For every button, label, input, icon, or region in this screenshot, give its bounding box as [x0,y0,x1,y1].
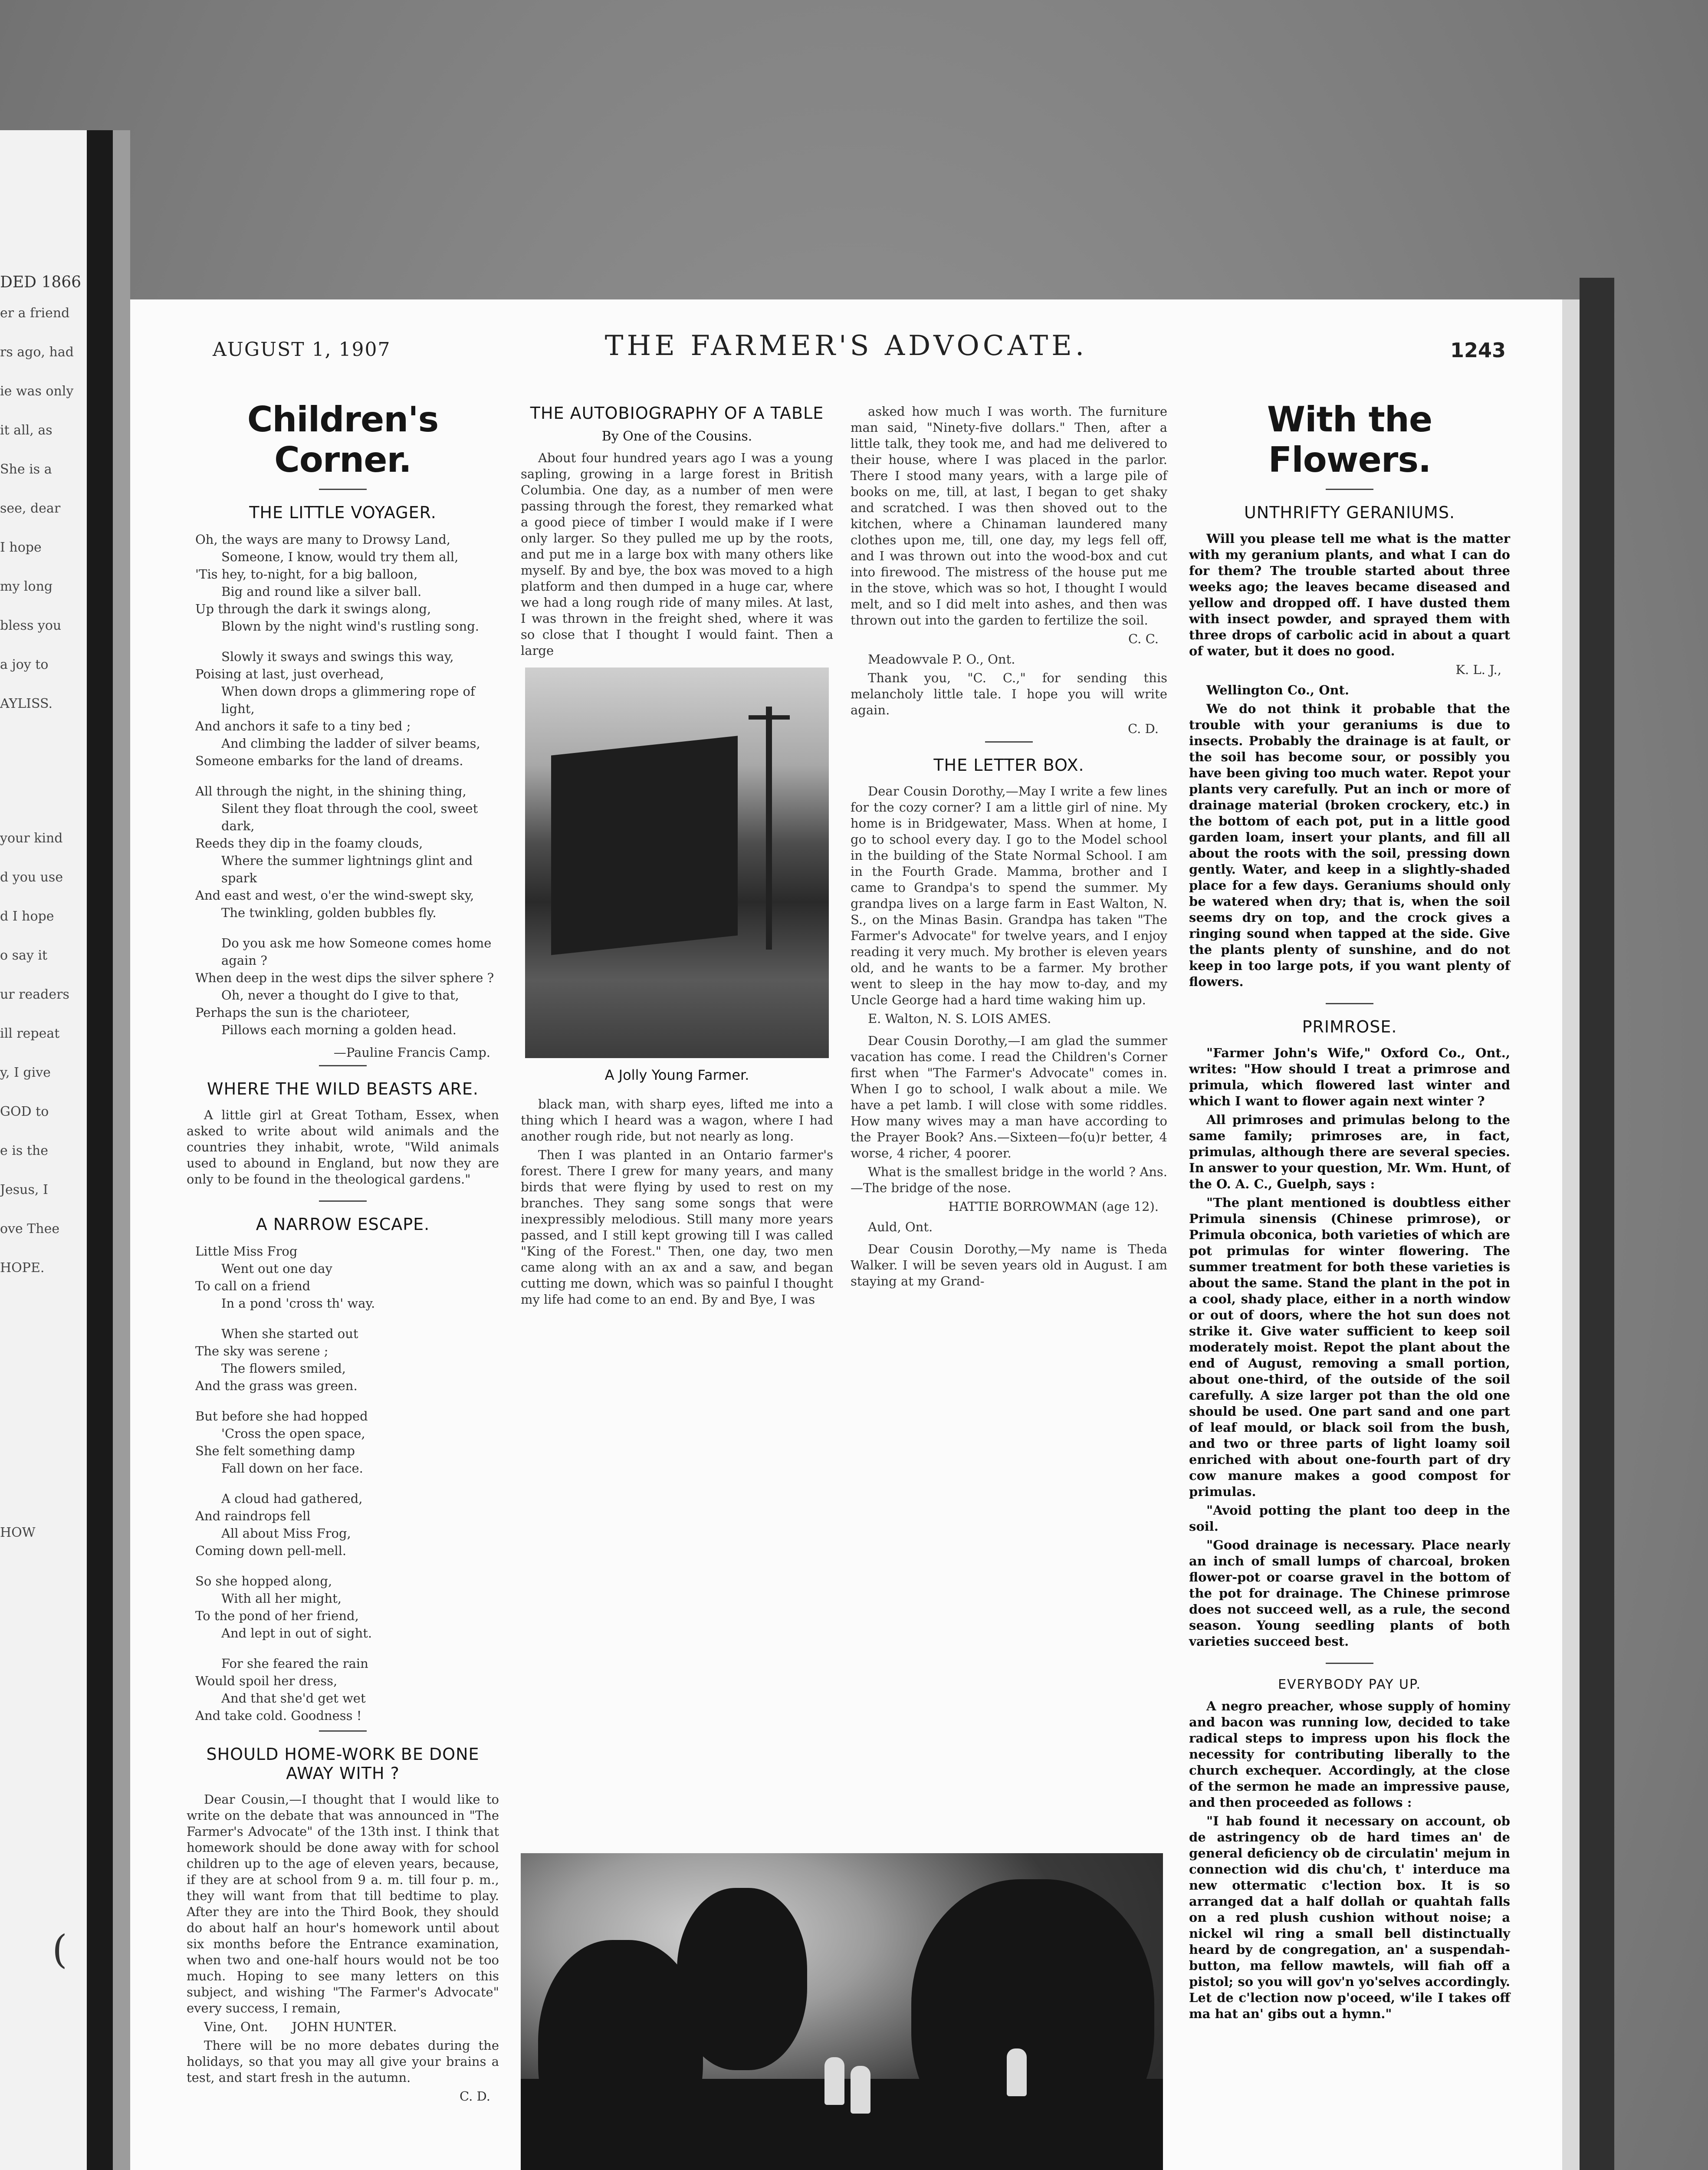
poem-line: And take cold. Goodness ! [195,1708,362,1723]
previous-page-fragment: rs ago, had [0,345,74,360]
poem-line: And that she'd get wet [221,1691,366,1706]
poem-line: A cloud had gathered, [221,1491,363,1506]
signature-name: JOHN HUNTER. [292,2019,397,2034]
gutter-gap [113,130,130,2170]
poem-line: The flowers smiled, [221,1361,346,1376]
previous-page-fragment: your kind [0,831,63,846]
figure-shape [1007,2048,1027,2096]
previous-page-fragment: see, dear [0,501,61,516]
article-title-wild-beasts: WHERE THE WILD BEASTS ARE. [207,1079,479,1098]
poem-line: And lept in out of sight. [221,1626,372,1641]
binding-clip-mark: ( [52,1927,68,1973]
article-title-geraniums: UNTHRIFTY GERANIUMS. [1244,503,1455,522]
column-flowers [1189,386,1510,2025]
poem-line: Slowly it sways and swings this way, [221,649,454,664]
poem-line: She felt something damp [195,1443,355,1458]
poem-line: Reeds they dip in the foamy clouds, [195,836,423,851]
answer: All primroses and primulas belong to the same family; primroses are, in fact, primulas, although there are several species. In answer to your question, Mr. Wm. Hunt, of the O. A. C., Guelph, says : [1189,1112,1510,1191]
poem-line: But before she had hopped [195,1409,368,1424]
poem-author: —Pauline Francis Camp. [333,1045,490,1060]
column-autobiography [521,386,833,1310]
divider [1326,489,1373,490]
previous-page-fragment: ur readers [0,987,69,1002]
previous-page-fragment: d you use [0,870,63,885]
article-paragraph: Then I was planted in an Ontario farmer's forest. There I grew for many years, and many birds that were flying by used to rest on my branches. They sang some songs that were inexpressibly melodious. Still many more years passed, and I still kept growing till I was called "King of the Forest." Then, one day, two men came along with an ax and a saw, and began cutting me down, which was so painful I thought my life had come to an end. By and Bye, I was [521,1147,833,1307]
column-letter-box [851,386,1167,1292]
previous-page-fragment: e is the [0,1143,48,1158]
poem-line [195,1312,499,1325]
poem-line: Pillows each morning a golden head. [221,1023,457,1037]
article-title-homework: SHOULD HOME-WORK BE DONE AWAY WITH ? [206,1745,480,1783]
previous-page-fragment: She is a [0,462,52,477]
previous-page-fragment: ove Thee [0,1221,60,1236]
answer: We do not think it probable that the trouble with your geraniums is due to insects. Probably the drainage is at fault, or the soil has become sour, or possibly you have been giving too much water. Repot your plants very carefully. Put an inch or more of drainage material (broken crockery, etc.) in the bottom of each pot, put in a little good garden loam, insert your plants, and fill all about the roots with the soil, pressing down gently. Water, and keep in a slightly-shaded place for a few days. Geraniums should only be watered when dry; that is, when the soil seems dry on top, and the crock gives a ringing sound when tapped at the side. Give the plants plenty of sunshine, and do not keep in too large pots, if you want plenty of flowers. [1189,701,1510,989]
section-title-childrens-corner: Children's Corner. [247,399,439,480]
poem-line: Went out one day [221,1261,332,1276]
question: "Farmer John's Wife," Oxford Co., Ont., writes: "How should I treat a primrose and primula, which flowered last winter and which I want to flower again next winter ? [1189,1046,1510,1108]
letter-place: Meadowvale P. O., Ont. [868,652,1015,667]
letter-signature: HATTIE BORROWMAN (age 12). [948,1199,1159,1214]
divider [1326,1663,1373,1664]
question-signature: K. L. J., [1455,662,1501,677]
poem-line: And anchors it safe to a tiny bed ; [195,719,411,733]
previous-page-fragment: ie was only [0,384,74,399]
newspaper-page [130,299,1562,2170]
article-byline: By One of the Cousins. [601,429,752,444]
poem-line: With all her might, [221,1591,342,1606]
column-childrens-corner [187,386,499,2109]
poem-line: Oh, the ways are many to Drowsy Land, [195,532,451,547]
poem-line: When deep in the west dips the silver sphere ? [195,970,494,985]
figure-shape [851,2066,870,2114]
previous-page-edge [0,130,87,2170]
issue-date: AUGUST 1, 1907 [213,339,391,361]
poem-little-voyager [195,531,499,1039]
poem-line: When down drops a glimmering rope of light, [221,684,475,716]
answer: "Good drainage is necessary. Place nearly an inch of small lumps of charcoal, broken flower-pot or coarse gravel in the bottom of the pot for drainage. The Chinese primrose does not succeed well, as a rule, the second season. Young seedling plants of both varieties succeed best. [1189,1538,1510,1649]
poem-line: Little Miss Frog [195,1244,298,1259]
letter: Dear Cousin Dorothy,—May I write a few lines for the cozy corner? I am a little girl of nine. My home is in Bridgewater, Mass. When at home, I go to school every day. I go to the Model school in the building of the State Normal School. I am in the Fourth Grade. Mamma, brother and I came to Grandpa's to spend the summer. My grandpa lives on a large farm in East Walton, N. S., on the Minas Basin. Grandpa has taken "The Farmer's Advocate" for twelve years, and I enjoy reading it very much. My brother is eleven years old, and he wants to be a farmer. My brother went to sleep in the hay mow to-day, and my Uncle George had a hard time waking him up. [851,784,1167,1007]
poem-line [195,1559,499,1572]
divider [319,1065,367,1066]
poem-line: When she started out [221,1326,358,1341]
previous-page-fragment: a joy to [0,657,49,672]
letter-signature: E. Walton, N. S. LOIS AMES. [868,1011,1051,1026]
previous-page-fragment: my long [0,579,53,594]
poem-line [195,635,499,648]
poem-line: 'Tis hey, to-night, for a big balloon, [195,567,418,582]
poem-line: Blown by the night wind's rustling song. [221,619,480,634]
previous-page-fragment: HOW [0,1525,36,1540]
poem-line: And raindrops fell [195,1509,311,1523]
article-paragraph: black man, with sharp eyes, lifted me into a thing which I heard was a wagon, where I had another rough ride, but not nearly as long. [521,1097,833,1144]
poem-line: Up through the dark it swings along, [195,602,431,616]
photo-caption: A Jolly Young Farmer. [604,1067,749,1083]
previous-page-fragment: Jesus, I [0,1182,48,1197]
divider [1326,1003,1373,1004]
photo-enjoying-holidays [521,1853,1163,2170]
poem-line: For she feared the rain [221,1656,368,1671]
answer: "Avoid potting the plant too deep in the soil. [1189,1503,1510,1534]
question: Will you please tell me what is the matter with my geranium plants, and what I can do for them? The trouble started about three weeks ago; the leaves became diseased and yellow and dropped off. I have dusted them with insect powder, and sprayed them with three drops of carbolic acid in about a quart of water, but it does no good. [1189,531,1510,658]
previous-page-fragment: GOD to [0,1104,49,1119]
poem-line: The twinkling, golden bubbles fly. [221,905,437,920]
poem-line: Someone, I know, would try them all, [221,549,459,564]
poem-line: To the pond of her friend, [195,1608,359,1623]
signature-place: Vine, Ont. [204,2019,268,2034]
previous-page-fragment: I hope [0,540,42,555]
figure-shape [824,2057,844,2105]
divider [985,741,1033,743]
poem-line: Oh, never a thought do I give to that, [221,988,459,1003]
divider [319,1200,367,1202]
page-shadow [1580,278,1614,2170]
poem-line [195,921,499,934]
poem-line: 'Cross the open space, [221,1426,365,1441]
poem-line: Big and round like a silver ball. [221,584,422,599]
photo-jolly-young-farmer [525,667,829,1058]
poem-line [195,769,499,783]
letter: Dear Cousin Dorothy,—I am glad the summer vacation has come. I read the Children's Corner first when "The Farmer's Advocate" comes in. When I go to school, I walk about a mile. We have a pet lamb. I will close with some riddles. How many wives may a man have according to the Prayer Book? Ans.—Sixteen—fo(u)r better, 4 worse, 4 richer, 4 poorer. [851,1033,1167,1161]
article-paragraph: A negro preacher, whose supply of hominy and bacon was running low, decided to take radical steps to impress upon his flock the necessity for contributing liberally to the church exchequer. Accordingly, at the close of the sermon he made an impressive pause, and then proceeded as follows : [1189,1699,1510,1810]
article-title-autobiography: THE AUTOBIOGRAPHY OF A TABLE [530,404,824,423]
poem-line [195,1477,499,1490]
question-place: Wellington Co., Ont. [1206,683,1350,697]
poem-line: Someone embarks for the land of dreams. [195,753,463,768]
section-title-flowers: With the Flowers. [1267,399,1432,480]
page-edge [1562,299,1580,2170]
editor-note: Thank you, "C. C.," for sending this melancholy little tale. I hope you will write again. [851,671,1167,717]
article-title-primrose: PRIMROSE. [1302,1017,1397,1036]
poem-line: To call on a friend [195,1279,311,1293]
previous-page-fragment: ill repeat [0,1026,60,1041]
poem-line: Coming down pell-mell. [195,1543,347,1558]
answer: "The plant mentioned is doubtless either Primula sinensis (Chinese primrose), or Primula obconica, both varieties of which are pot primulas for winter flowering. The summer treatment for both these varieties is about the same. Stand the plant in the pot in a cool, shady place, either in a north window or out of doors, where the hot sun does not strike it. Give water sufficient to keep soil moderately moist. Repot the plant about the end of August, removing a small portion, about one-third, of the outside of the soil carefully. A size larger pot than the old one should be used. One part sand and one part of leaf mould, or black soil from the bush, and two or three parts of light loamy soil enriched with about one-fourth part of dry cow manure makes a good compost for primulas. [1189,1195,1510,1499]
previous-page-fragment: o say it [0,948,48,963]
poem-line: Where the summer lightnings glint and spark [221,853,473,885]
article-wild-beasts: A little girl at Great Totham, Essex, when asked to write about wild animals and the countries they inhabit, wrote, "Wild animals used to abound in England, but now they are only to be found in the theological gardens." [187,1108,499,1187]
poem-line: Do you ask me how Someone comes home again ? [221,936,492,968]
pole-shape [766,707,772,950]
article-paragraph: "I hab found it necessary on account, ob de astringency ob de hard times an' de general deficiency ob de circulatin' mejum in connection wid dis chu'ch, t' interduce ma new ottermatic c'lection box. It is so arranged dat a half dollah or quahtah falls on a red plush cushion without noise; a nickel wil ring a small bell distinctually heard by de congregation, an' a suspendah-button, ma fellow mawtels, will fiah off a pistol; so you will gov'n yo'selves accordingly. Let de c'lection now p'oceed, w'ile I takes off ma hat an' gibs out a hymn." [1189,1814,1510,2021]
section-title-letter-box: THE LETTER BOX. [933,756,1084,775]
binding-gutter [87,130,113,2170]
poem-line: All through the night, in the shining thing, [195,784,466,799]
poem-line: The sky was serene ; [195,1344,328,1358]
previous-page-fragment: y, I give [0,1065,51,1080]
letter: Dear Cousin Dorothy,—My name is Theda Walker. I will be seven years old in August. I am staying at my Grand- [851,1242,1167,1289]
poem-line: And the grass was green. [195,1378,358,1393]
page-number: 1243 [1450,339,1506,362]
previous-page-fragment: d I hope [0,909,54,924]
poem-narrow-escape [195,1243,499,1724]
poem-line [195,1642,499,1655]
tree-shape [677,1888,807,2070]
poem-line: And climbing the ladder of silver beams, [221,736,480,751]
editor-signature: C. D. [1127,721,1159,736]
poem-line: In a pond 'cross th' way. [221,1296,375,1311]
masthead-title: THE FARMER'S ADVOCATE. [604,330,1088,362]
letter-homework: Dear Cousin,—I thought that I would like to write on the debate that was announced in "The Farmer's Advocate" of the 13th inst. I think that homework should be done away with for school children up to the age of eleven years, because, if they are at school from 9 a. m. till four p. m., they will want from that till bedtime to play. After they are into the Third Book, they should do about half an hour's homework until about six months before the Entrance examination, when two and one-half hours would not be too much. Hoping to see many letters on this subject, and wishing "The Farmer's Advocate" every success, I remain, [187,1792,499,2015]
letter-place: Auld, Ont. [868,1220,933,1234]
poem-line: Poising at last, just overhead, [195,667,384,681]
editor-note: There will be no more debates during the holidays, so that you may all give your brains a test, and start fresh in the autumn. [187,2038,499,2085]
poem-line [195,1394,499,1407]
previous-page-fragment: HOPE. [0,1260,45,1276]
poem-line: Fall down on her face. [221,1461,363,1476]
poem-line: Perhaps the sun is the charioteer, [195,1005,410,1020]
letter: What is the smallest bridge in the world ? Ans.—The bridge of the nose. [851,1164,1167,1195]
poem-line: Silent they float through the cool, sweet dark, [221,801,478,833]
barn-shape [551,736,738,955]
divider [319,1730,367,1732]
editor-signature: C. D. [459,2089,490,2104]
previous-page-fragment: it all, as [0,423,53,438]
poem-title-little-voyager: THE LITTLE VOYAGER. [249,503,437,522]
previous-page-fragment: bless you [0,618,62,633]
article-title-pay-up: EVERYBODY PAY UP. [1278,1677,1421,1692]
poem-line: Would spoil her dress, [195,1674,338,1688]
previous-page-fragment: er a friend [0,306,70,321]
poem-line: And east and west, o'er the wind-swept sky, [195,888,474,903]
letter-signature [187,2019,499,2035]
letter-signature: C. C. [1128,631,1159,646]
poem-title-narrow-escape: A NARROW ESCAPE. [256,1215,430,1234]
poem-line: All about Miss Frog, [221,1526,351,1541]
previous-page-fragment: AYLISS. [0,696,53,711]
article-paragraph: About four hundred years ago I was a young sapling, growing in a large forest in British Columbia. One day, as a number of men were passing through the forest, they remarked what a good piece of timber I would make if I were only larger. So they pulled me up by the roots, and put me in a large box with many others like myself. By and bye, the box was moved to a high platform and then dumped in a huge car, where we had a long rough ride of many miles. At last, I was thrown in the freight shed, where it was so close that I thought I would faint. Then a large [521,450,833,658]
divider [319,489,367,490]
article-paragraph: asked how much I was worth. The furniture man said, "Ninety-five dollars." Then, after a little talk, they took me, and had me delivered to their house, where I was placed in the parlor. There I stood many years, with a large pile of books on me, till, at last, I began to get shaky and scratched. I was then shoved out to the kitchen, where a Chinaman laundered many clothes upon me, till, one day, my legs fell off, and I was thrown out into the wood-box and cut into firewood. The mistress of the house put me in the stove, which was so hot, I thought I would melt, and so I did melt into ashes, and then was thrown out into the garden to fertilize the soil. [851,404,1167,628]
previous-page-header: DED 1866 [0,273,82,291]
poem-line: So she hopped along, [195,1574,332,1588]
